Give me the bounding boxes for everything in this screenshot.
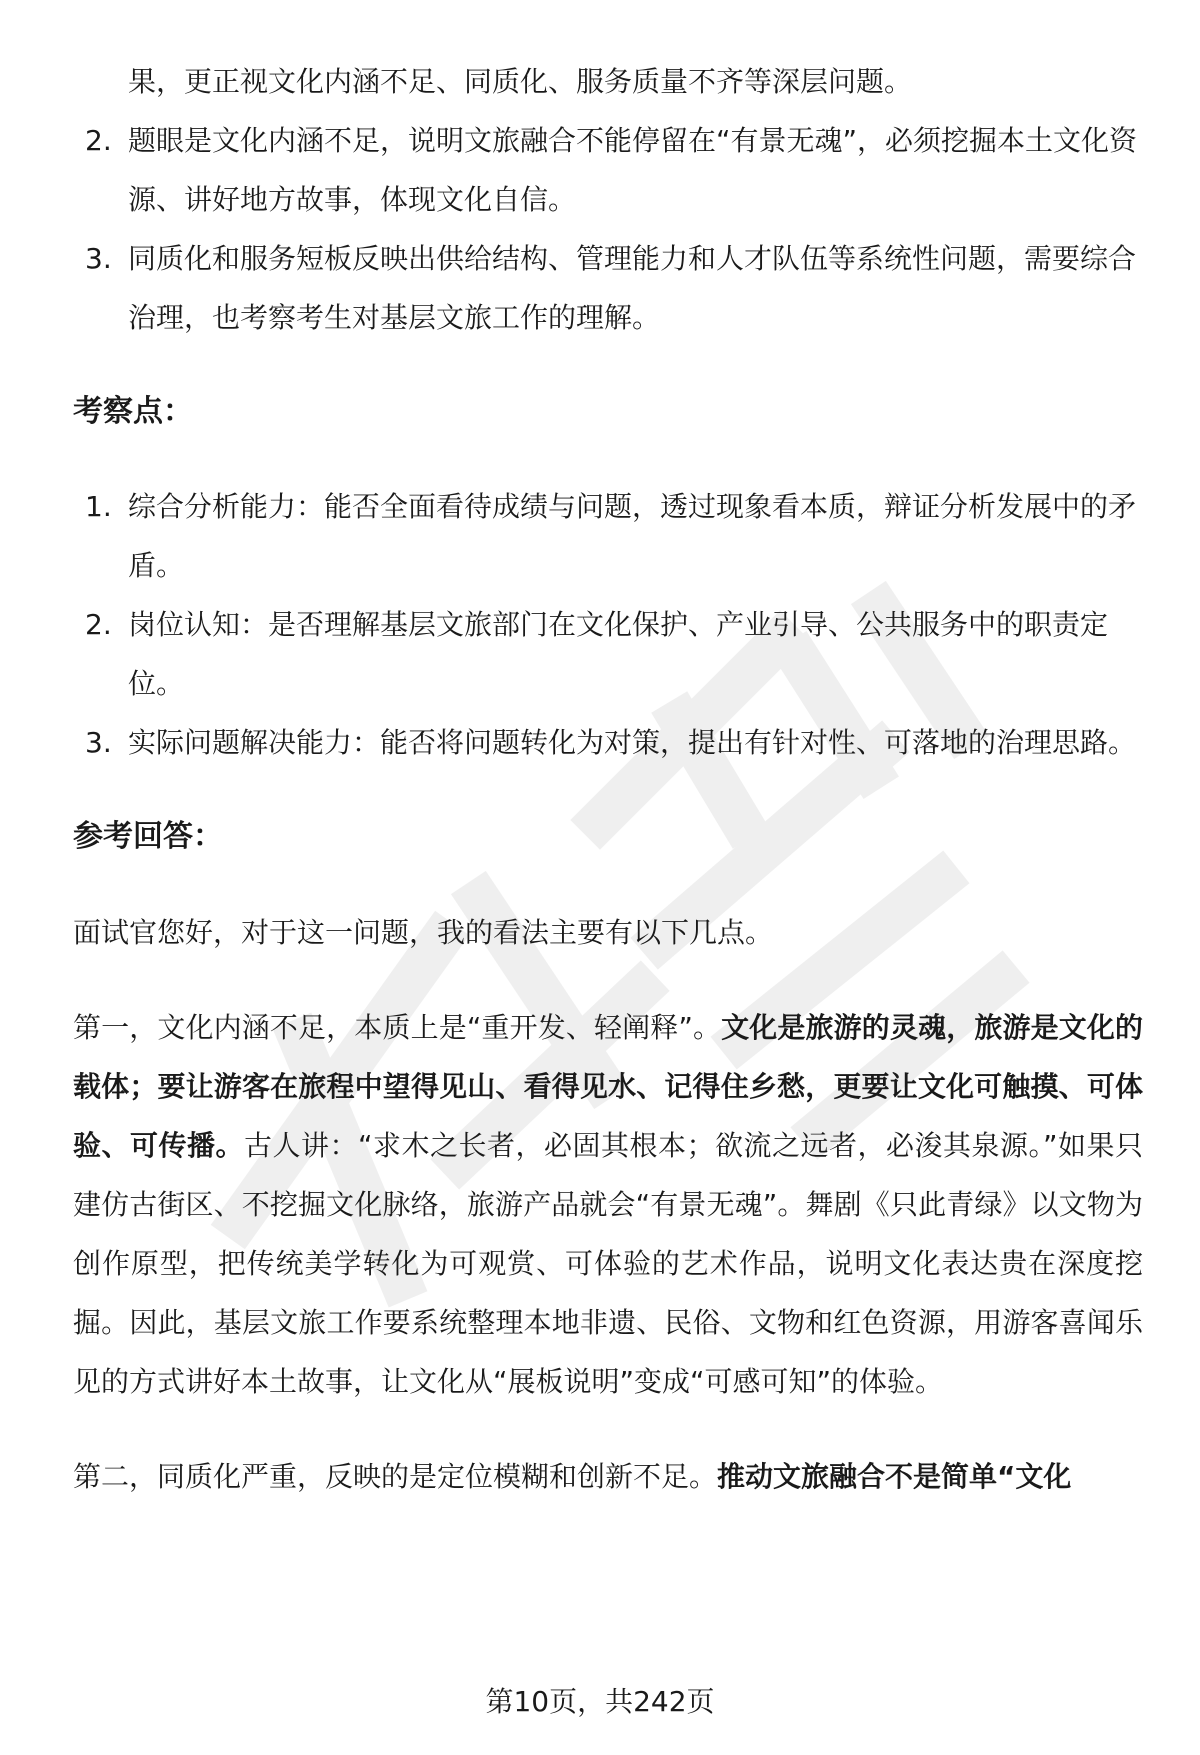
list-item [73, 477, 1143, 595]
list-item [73, 713, 1143, 772]
main-content [73, 52, 1143, 1506]
answer-paragraph-first [73, 998, 1143, 1411]
exam-points-list [73, 477, 1143, 772]
paragraph-rest: 古人讲：“求木之长者，必固其根本；欲流之远者，必浚其泉源。”如果只建仿古街区、不挖掘文化脉络，旅游产品就会“有景无魂”。舞剧《只此青绿》以文物为创作原型，把传统美学转化为可观赏、可体验的艺术作品，说明文化表达贵在深度挖掘。因此，基层文旅工作要系统整理本地非遗、民俗、文物和红色资源，用游客喜闻乐见的方式讲好本土故事，让文化从“展板说明”变成“可感可知”的体验。 [73, 1129, 1143, 1398]
list-item-text: 实际问题解决能力：能否将问题转化为对策，提出有针对性、可落地的治理思路。 [128, 726, 1137, 759]
list-number: 3. [85, 242, 112, 275]
answer-intro: 面试官您好，对于这一问题，我的看法主要有以下几点。 [73, 916, 774, 949]
list-item-text: 岗位认知：是否理解基层文旅部门在文化保护、产业引导、公共服务中的职责定位。 [128, 608, 1109, 700]
list-item-continuation: 果，更正视文化内涵不足、同质化、服务质量不齐等深层问题。 [128, 65, 913, 98]
page-footer: 第10页，共242页 [485, 1685, 715, 1718]
list-item [73, 595, 1143, 713]
list-number: 3. [85, 726, 112, 759]
list-item-text: 综合分析能力：能否全面看待成绩与问题，透过现象看本质，辩证分析发展中的矛盾。 [128, 490, 1137, 582]
list-item [73, 111, 1143, 229]
answer-paragraph-second [73, 1447, 1143, 1506]
section-heading-exam-points: 考察点： [73, 394, 193, 429]
paragraph-lead: 第一，文化内涵不足，本质上是“重开发、轻阐释”。 [73, 1011, 722, 1044]
analysis-list [73, 111, 1143, 347]
section-heading-reference-answer: 参考回答： [73, 819, 223, 854]
list-item [73, 229, 1143, 347]
list-item-text: 题眼是文化内涵不足，说明文旅融合不能停留在“有景无魂”，必须挖掘本土文化资源、讲好地方故事，体现文化自信。 [128, 124, 1138, 216]
list-number: 1. [85, 490, 112, 523]
paragraph-lead: 第二，同质化严重，反映的是定位模糊和创新不足。 [73, 1460, 718, 1493]
paragraph-bold: 推动文旅融合不是简单“文化 [717, 1460, 1072, 1493]
list-number: 2. [85, 124, 112, 157]
paragraph-bold: 文化是旅游的灵魂，旅游是文化的载体；要让游客在旅程中望得见山、看得见水、记得住乡愁，更要让文化可触摸、可体验、可传播。 [73, 1011, 1143, 1162]
list-item-text: 同质化和服务短板反映出供给结构、管理能力和人才队伍等系统性问题，需要综合治理，也考察考生对基层文旅工作的理解。 [128, 242, 1137, 334]
list-number: 2. [85, 608, 112, 641]
